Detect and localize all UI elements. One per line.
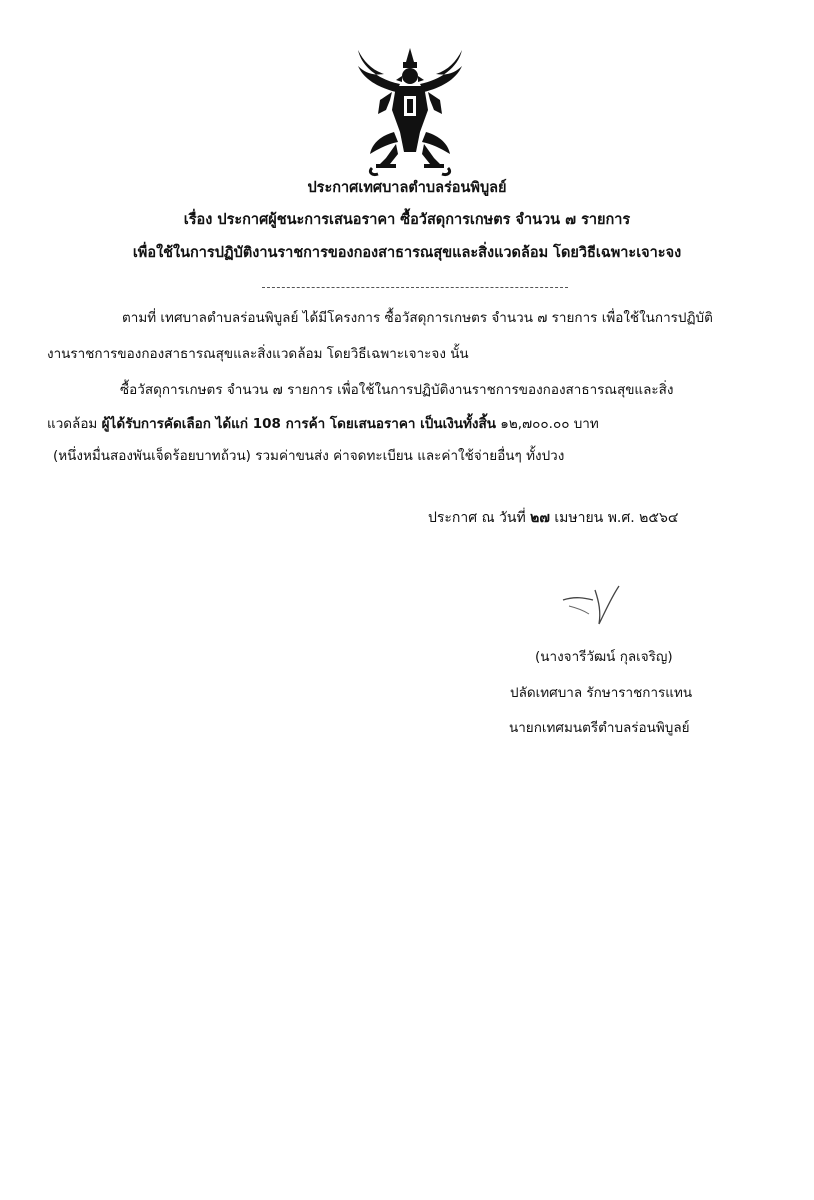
date-prefix: ประกาศ ณ วันที่ [428, 510, 531, 526]
body-paragraph-2-line-2-start: แวดล้อม [47, 416, 102, 432]
garuda-emblem-icon [350, 40, 470, 180]
date-month-year: เมษายน พ.ศ. ๒๕๖๔ [549, 510, 679, 526]
signatory-position-1: ปลัดเทศบาล รักษาราชการแทน [510, 685, 693, 701]
winner-statement: ผู้ได้รับการคัดเลือก ได้แก่ 108 การค้า โดยเสนอราคา เป็นเงินทั้งสิ้น [101, 416, 496, 432]
dashed-divider [262, 287, 568, 288]
signatory-position-2: นายกเทศมนตรีตำบลร่อนพิบูลย์ [509, 720, 690, 736]
body-paragraph-2-line-3: (หนึ่งหมื่นสองพันเจ็ดร้อยบาทถ้วน) รวมค่าขนส่ง ค่าจดทะเบียน และค่าใช้จ่ายอื่นๆ ทั้งปวง [53, 448, 565, 464]
body-paragraph-2-line-2 [47, 414, 599, 434]
body-paragraph-1-line-1: ตามที่ เทศบาลตำบลร่อนพิบูลย์ ได้มีโครงการ ซื้อวัสดุการเกษตร จำนวน ๗ รายการ เพื่อใช้ในการปฏิบัติ [122, 310, 713, 326]
body-paragraph-2-line-1: ซื้อวัสดุการเกษตร จำนวน ๗ รายการ เพื่อใช้ในการปฏิบัติงานราชการของกองสาธารณสุขและสิ่ง [120, 382, 674, 398]
signatory-name: (นางจารีวัฒน์ กุลเจริญ) [535, 649, 673, 665]
announcement-title: ประกาศเทศบาลตำบลร่อนพิบูลย์ [307, 180, 507, 196]
date-day: ๒๗ [530, 510, 550, 526]
handwritten-signature [555, 582, 635, 632]
announcement-date [428, 508, 678, 528]
total-amount: ๑๒,๗๐๐.๐๐ บาท [495, 416, 599, 432]
announcement-subject-detail: เพื่อใช้ในการปฏิบัติงานราชการของกองสาธารณสุขและสิ่งแวดล้อม โดยวิธีเฉพาะเจาะจง [132, 245, 682, 261]
body-paragraph-1-line-2: งานราชการของกองสาธารณสุขและสิ่งแวดล้อม โดยวิธีเฉพาะเจาะจง นั้น [47, 346, 469, 362]
announcement-subject: เรื่อง ประกาศผู้ชนะการเสนอราคา ซื้อวัสดุการเกษตร จำนวน ๗ รายการ [183, 212, 631, 228]
